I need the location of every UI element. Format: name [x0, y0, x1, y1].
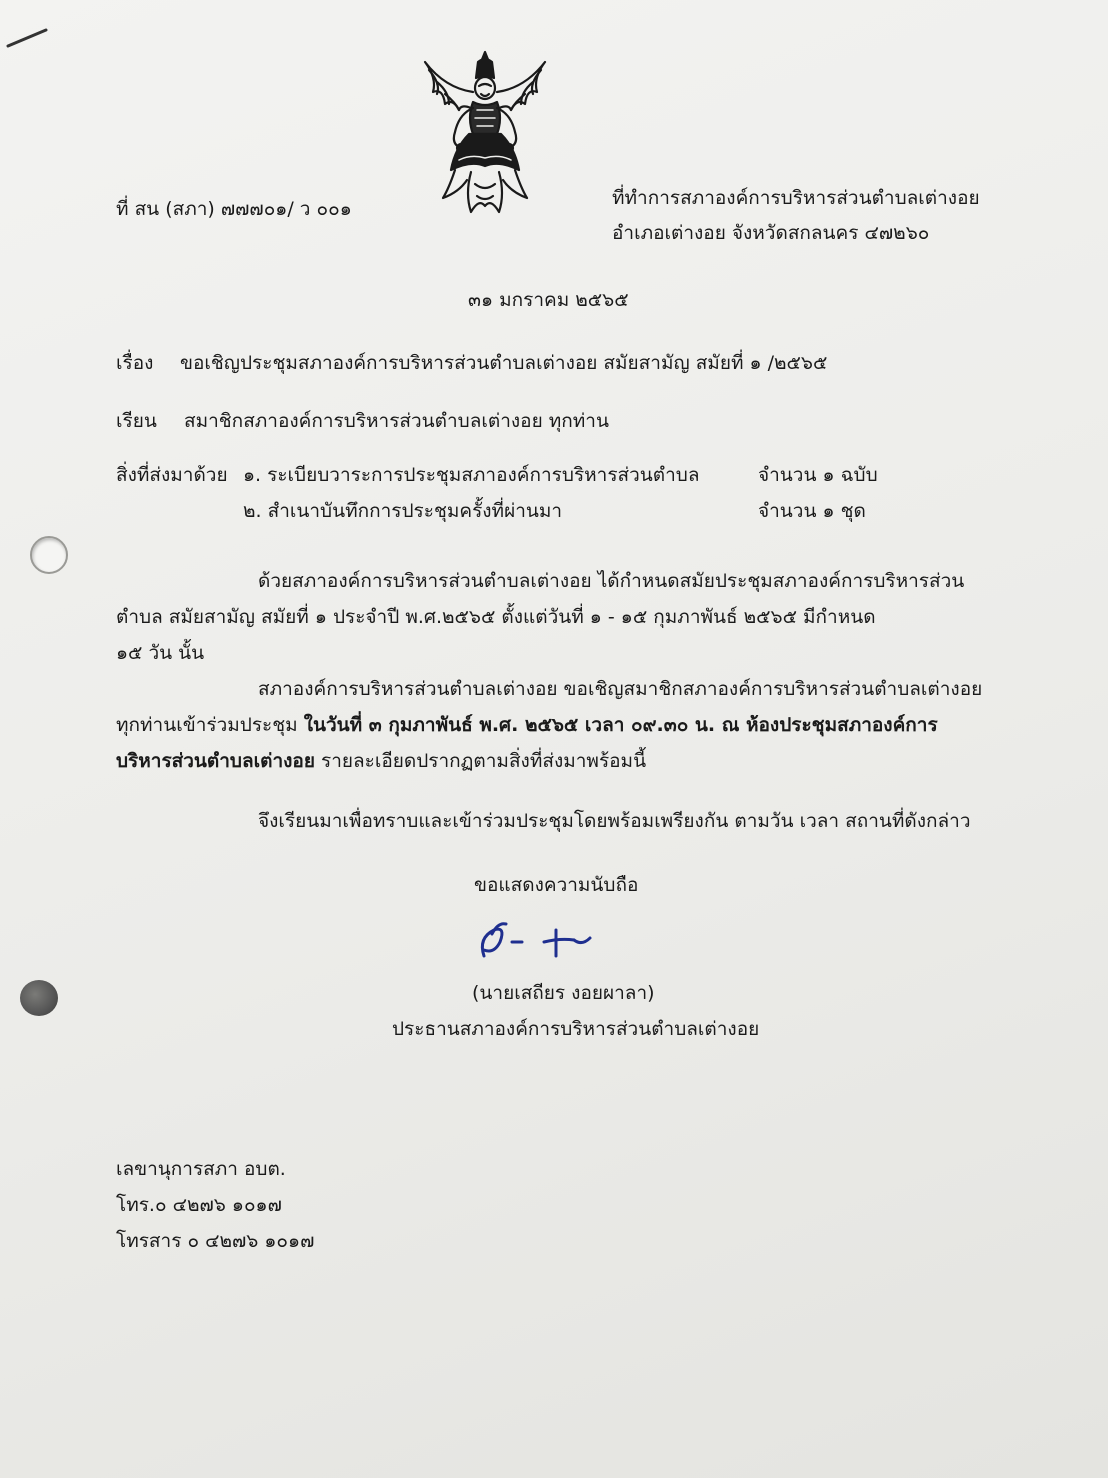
signer-title: ประธานสภาองค์การบริหารส่วนตำบลเต่างอย: [392, 1018, 760, 1040]
letter-date: ๓๑ มกราคม ๒๕๖๕: [468, 289, 629, 311]
meeting-intro-text: ทุกท่านเข้าร่วมประชุม: [116, 714, 304, 736]
subject-label: เรื่อง: [116, 352, 154, 374]
closing-paragraph: จึงเรียนมาเพื่อทราบและเข้าร่วมประชุมโดยพร้อมเพรียงกัน ตามวัน เวลา สถานที่ดังกล่าว: [258, 810, 971, 832]
body-paragraph-2-line-1: สภาองค์การบริหารส่วนตำบลเต่างอย ขอเชิญสมาชิกสภาองค์การบริหารส่วนตำบลเต่างอย: [258, 678, 983, 700]
footer-fax: โทรสาร ๐ ๔๒๗๖ ๑๐๑๗: [116, 1230, 315, 1252]
recipient-label: เรียน: [116, 410, 157, 432]
enclosure-item-1: ๑. ระเบียบวาระการประชุมสภาองค์การบริหารส่วนตำบล: [243, 464, 700, 486]
punch-hole-top: [30, 536, 68, 574]
body-paragraph-2-line-3: [116, 748, 646, 774]
meeting-datetime-text: ในวันที่ ๓ กุมภาพันธ์ พ.ศ. ๒๕๖๕ เวลา ๐๙.๓๐ น. ณ ห้องประชุมสภาองค์การ: [303, 714, 938, 736]
enclosure-item-2-qty: จำนวน ๑ ชุด: [758, 500, 866, 522]
footer-department: เลขานุการสภา อบต.: [116, 1158, 286, 1180]
signer-name: (นายเสถียร งอยผาลา): [472, 982, 655, 1004]
body-paragraph-2-line-2: [116, 712, 938, 738]
garuda-emblem-icon: [415, 48, 555, 218]
details-note-text: รายละเอียดปรากฏตามสิ่งที่ส่งมาพร้อมนี้: [314, 750, 647, 772]
enclosures-label: สิ่งที่ส่งมาด้วย: [116, 464, 228, 486]
recipient-text: สมาชิกสภาองค์การบริหารส่วนตำบลเต่างอย ทุกท่าน: [184, 410, 609, 432]
subject-text: ขอเชิญประชุมสภาองค์การบริหารส่วนตำบลเต่างอย สมัยสามัญ สมัยที่ ๑ /๒๕๖๕: [180, 352, 828, 374]
footer-telephone: โทร.๐ ๔๒๗๖ ๑๐๑๗: [116, 1194, 282, 1216]
office-address-line-1: ที่ทำการสภาองค์การบริหารส่วนตำบลเต่างอย: [612, 187, 980, 209]
body-paragraph-1-line-2: ตำบล สมัยสามัญ สมัยที่ ๑ ประจำปี พ.ศ.๒๕๖๕ ตั้งแต่วันที่ ๑ - ๑๕ กุมภาพันธ์ ๒๕๖๕ มีกำหนด: [116, 606, 876, 628]
pen-mark: [6, 16, 66, 56]
enclosure-item-1-qty: จำนวน ๑ ฉบับ: [758, 464, 878, 486]
body-paragraph-1-line-3: ๑๕ วัน นั้น: [116, 642, 205, 664]
meeting-venue-text: บริหารส่วนตำบลเต่างอย: [116, 750, 315, 772]
handwritten-signature: [470, 916, 620, 966]
salutation: ขอแสดงความนับถือ: [474, 874, 639, 896]
body-paragraph-1-line-1: ด้วยสภาองค์การบริหารส่วนตำบลเต่างอย ได้กำหนดสมัยประชุมสภาองค์การบริหารส่วน: [258, 570, 965, 592]
enclosure-item-2: ๒. สำเนาบันทึกการประชุมครั้งที่ผ่านมา: [243, 500, 563, 522]
punch-hole-bottom: [20, 980, 58, 1016]
office-address-line-2: อำเภอเต่างอย จังหวัดสกลนคร ๔๗๒๖๐: [612, 222, 930, 244]
reference-number: ที่ สน (สภา) ๗๗๗๐๑/ ว ๐๐๑: [116, 198, 352, 220]
